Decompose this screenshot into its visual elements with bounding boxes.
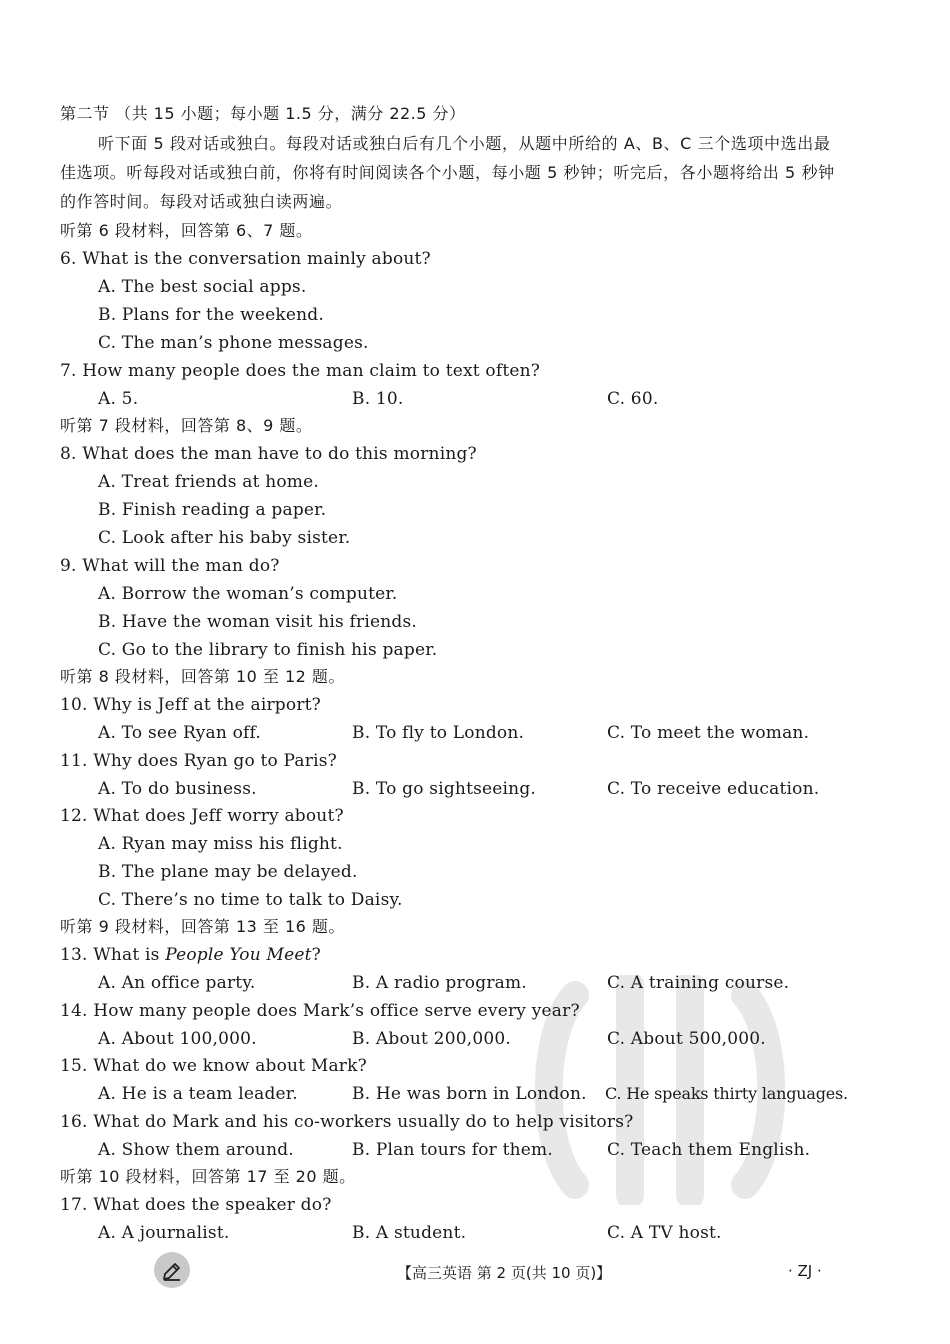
pen-icon [154, 1252, 190, 1288]
option-a: A. To see Ryan off. [98, 723, 262, 743]
option-c: C. He speaks thirty languages. [605, 1084, 848, 1103]
page-info: 【高三英语 第 2 页(共 10 页)】 [397, 1264, 612, 1282]
option-a: A. The best social apps. [98, 277, 307, 297]
option-c: C. A TV host. [607, 1223, 722, 1243]
option-c: C. To meet the woman. [607, 723, 810, 743]
option-b: B. To go sightseeing. [352, 779, 537, 799]
option-c: C. A training course. [607, 973, 790, 993]
segment-label: 听第 7 段材料，回答第 8、9 题。 [60, 416, 313, 435]
question-stem: 6. What is the conversation mainly about? [60, 249, 431, 269]
option-c: C. Look after his baby sister. [98, 528, 351, 548]
question-stem: 12. What does Jeff worry about? [60, 806, 344, 826]
option-c: C. The man’s phone messages. [98, 333, 369, 353]
option-a: A. He is a team leader. [98, 1084, 298, 1104]
option-b: B. About 200,000. [352, 1029, 511, 1049]
segment-label: 听第 6 段材料，回答第 6、7 题。 [60, 221, 313, 240]
question-stem: 16. What do Mark and his co-workers usually do to help visitors? [60, 1112, 634, 1132]
option-b: B. A radio program. [352, 973, 527, 993]
option-a: A. Ryan may miss his flight. [98, 834, 343, 854]
option-a: A. 5. [98, 389, 139, 409]
segment-label: 听第 10 段材料，回答第 17 至 20 题。 [60, 1167, 356, 1186]
option-a: A. To do business. [98, 779, 257, 799]
question-stem: 13. What is People You Meet? [60, 945, 321, 965]
option-a: A. Borrow the woman’s computer. [98, 584, 398, 604]
exam-code: · ZJ · [788, 1262, 822, 1280]
option-b: B. The plane may be delayed. [98, 862, 358, 882]
question-stem: 11. Why does Ryan go to Paris? [60, 751, 337, 771]
section-instructions: 听下面 5 段对话或独白。每段对话或独白后有几个小题，从题中所给的 A、B、C 三个选项中选出最佳选项。听每段对话或独白前，你将有时间阅读各个小题，每小题 5 秒钟；听完后，各小题将给出 5 秒钟的作答时间。每段对话或独白读两遍。 [60, 134, 835, 211]
segment-label: 听第 9 段材料，回答第 13 至 16 题。 [60, 917, 345, 936]
option-b: B. A student. [352, 1223, 467, 1243]
option-b: B. Finish reading a paper. [98, 500, 327, 520]
question-stem: 8. What does the man have to do this morning? [60, 444, 477, 464]
question-stem: 10. Why is Jeff at the airport? [60, 695, 322, 715]
option-c: C. Go to the library to finish his paper. [98, 640, 438, 660]
option-b: B. He was born in London. [352, 1084, 587, 1104]
option-b: B. Plans for the weekend. [98, 305, 324, 325]
option-a: A. An office party. [98, 973, 256, 993]
option-c: C. There’s no time to talk to Daisy. [98, 890, 403, 910]
option-a: A. A journalist. [98, 1223, 230, 1243]
option-a: A. About 100,000. [98, 1029, 257, 1049]
question-stem: 15. What do we know about Mark? [60, 1056, 367, 1076]
option-c: C. About 500,000. [607, 1029, 766, 1049]
option-a: A. Show them around. [98, 1140, 294, 1160]
option-a: A. Treat friends at home. [98, 472, 319, 492]
program-title: People You Meet [165, 945, 312, 965]
option-b: B. Plan tours for them. [352, 1140, 553, 1160]
section-heading: 第二节 （共 15 小题；每小题 1.5 分，满分 22.5 分） [60, 104, 466, 123]
option-b: B. 10. [352, 389, 404, 409]
option-b: B. Have the woman visit his friends. [98, 612, 417, 632]
option-c: C. 60. [607, 389, 659, 409]
question-stem: 17. What does the speaker do? [60, 1195, 332, 1215]
question-stem: 7. How many people does the man claim to text often? [60, 361, 541, 381]
option-c: C. To receive education. [607, 779, 820, 799]
segment-label: 听第 8 段材料，回答第 10 至 12 题。 [60, 667, 345, 686]
option-c: C. Teach them English. [607, 1140, 811, 1160]
question-stem: 9. What will the man do? [60, 556, 280, 576]
option-b: B. To fly to London. [352, 723, 525, 743]
question-stem: 14. How many people does Mark’s office serve every year? [60, 1001, 580, 1021]
